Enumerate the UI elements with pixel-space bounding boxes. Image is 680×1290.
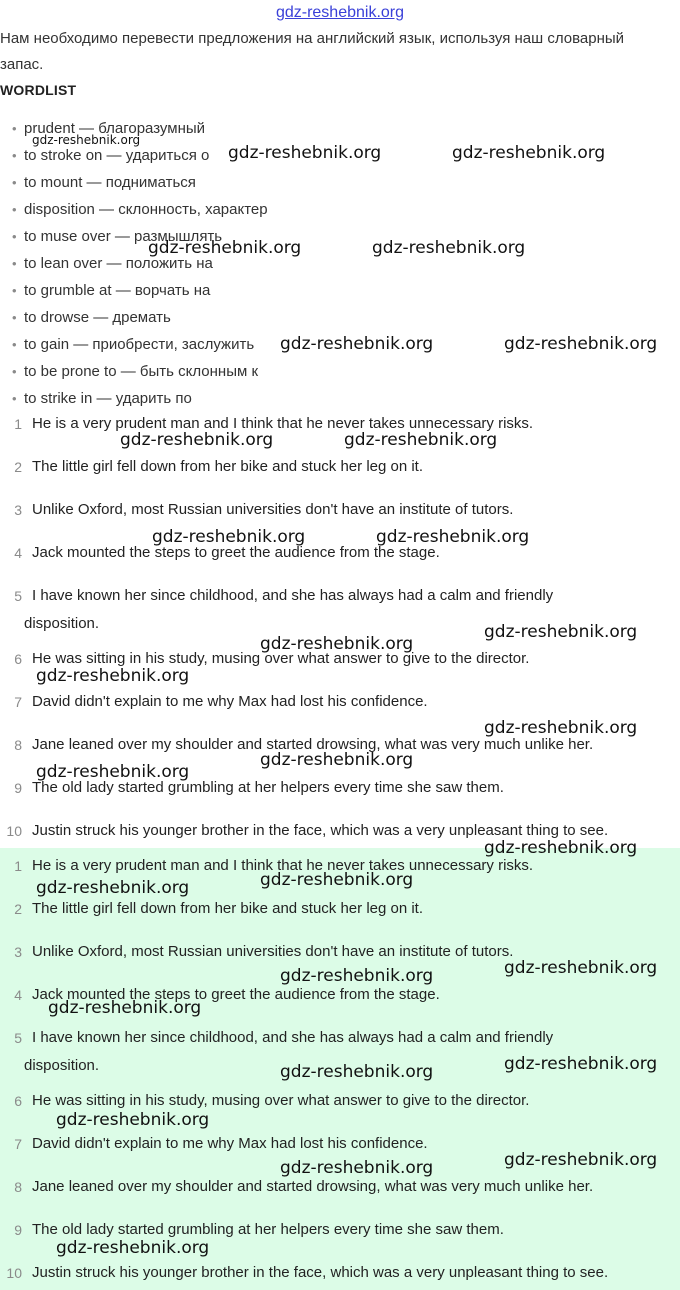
watermark: gdz-reshebnik.org [504, 334, 658, 354]
watermark: gdz-reshebnik.org [280, 966, 434, 986]
watermark: gdz-reshebnik.org [484, 622, 638, 642]
wordlist-item: • to lean over — положить на [0, 250, 680, 277]
watermark: gdz-reshebnik.org [376, 527, 530, 547]
wordlist-item: • to drowse — дремать [0, 304, 680, 331]
sentence-number: 6 [14, 1093, 22, 1109]
watermark: gdz-reshebnik.org [36, 762, 190, 782]
wordlist-item: • to gain — приобрести, заслужить [0, 331, 680, 358]
sentence-text: The old lady started grumbling at her helpers every time she saw them. [32, 1221, 504, 1238]
watermark: gdz-reshebnik.org [36, 666, 190, 686]
watermark: gdz-reshebnik.org [36, 878, 190, 898]
sentence-text: David didn't explain to me why Max had lost his confidence. [32, 693, 428, 710]
watermark: gdz-reshebnik.org [120, 430, 274, 450]
watermark: gdz-reshebnik.org [344, 430, 498, 450]
sentence-text: Unlike Oxford, most Russian universities don't have an institute of tutors. [32, 943, 514, 960]
watermark: gdz-reshebnik.org [152, 527, 306, 547]
sentence-number: 5 [14, 1030, 22, 1046]
watermark: gdz-reshebnik.org [48, 998, 202, 1018]
sentence-item [0, 410, 680, 438]
sentence-number: 10 [6, 1265, 22, 1281]
sentence-number: 7 [14, 1136, 22, 1152]
sentence-number: 4 [14, 545, 22, 561]
sentence-text: I have known her since childhood, and she has always had a calm and friendly [32, 587, 554, 604]
watermark: gdz-reshebnik.org [32, 133, 141, 147]
watermark: gdz-reshebnik.org [280, 1062, 434, 1082]
wordlist-item: • to strike in — ударить по [0, 385, 680, 412]
watermark: gdz-reshebnik.org [260, 750, 414, 770]
sentence-number: 8 [14, 1179, 22, 1195]
sentence-text: Justin struck his younger brother in the face, which was a very unpleasant thing to see. [32, 822, 609, 839]
sentence-number: 4 [14, 987, 22, 1003]
watermark: gdz-reshebnik.org [56, 1238, 210, 1258]
sentence-text: Jack mounted the steps to greet the audience from the stage. [32, 986, 440, 1003]
sentence-number: 7 [14, 694, 22, 710]
sentence-number: 2 [14, 459, 22, 475]
sentence-text: Jane leaned over my shoulder and started drowsing, what was very much unlike her. [32, 736, 594, 753]
watermark: gdz-reshebnik.org [484, 718, 638, 738]
wordlist-item: • to muse over — размышлять [0, 223, 680, 250]
sentence-item [0, 496, 680, 524]
watermark: gdz-reshebnik.org [504, 958, 658, 978]
sentence-number: 3 [14, 944, 22, 960]
sentence-item [0, 688, 680, 716]
sentence-text: The little girl fell down from her bike and stuck her leg on it. [32, 900, 424, 917]
watermark: gdz-reshebnik.org [228, 143, 382, 163]
sentence-text: The old lady started grumbling at her helpers every time she saw them. [32, 779, 504, 796]
sentence-text: I have known her since childhood, and she has always had a calm and friendly [32, 1029, 554, 1046]
watermark: gdz-reshebnik.org [280, 1158, 434, 1178]
sentence-text: Jack mounted the steps to greet the audience from the stage. [32, 544, 440, 561]
sentence-text: He was sitting in his study, musing over what answer to give to the director. [32, 650, 530, 667]
watermark: gdz-reshebnik.org [260, 634, 414, 654]
watermark: gdz-reshebnik.org [484, 838, 638, 858]
sentence-number: 1 [14, 416, 22, 432]
sentence-text: Justin struck his younger brother in the face, which was a very unpleasant thing to see. [32, 1264, 609, 1281]
sentence-number: 2 [14, 901, 22, 917]
sentence-continuation: disposition. [24, 615, 100, 632]
watermark: gdz-reshebnik.org [504, 1054, 658, 1074]
sentence-continuation: disposition. [24, 1057, 100, 1074]
sentence-number: 5 [14, 588, 22, 604]
sentence-text: The little girl fell down from her bike and stuck her leg on it. [32, 458, 424, 475]
sentence-number: 9 [14, 780, 22, 796]
sentence-number: 9 [14, 1222, 22, 1238]
wordlist-item: • to grumble at — ворчать на [0, 277, 680, 304]
watermark: gdz-reshebnik.org [260, 870, 414, 890]
sentence-text: He is a very prudent man and I think that he never takes unnecessary risks. [32, 415, 534, 432]
watermark: gdz-reshebnik.org [148, 238, 302, 258]
sentence-text: He is a very prudent man and I think that he never takes unnecessary risks. [32, 857, 534, 874]
sentence-number: 10 [6, 823, 22, 839]
watermark: gdz-reshebnik.org [504, 1150, 658, 1170]
sentence-number: 3 [14, 502, 22, 518]
watermark: gdz-reshebnik.org [280, 334, 434, 354]
site-header-link[interactable]: gdz-reshebnik.org [275, 4, 405, 21]
intro-text: Нам необходимо перевести предложения на английский язык, используя наш словарный запас. [0, 30, 625, 73]
watermark: gdz-reshebnik.org [56, 1110, 210, 1130]
answer-sentence-item [0, 895, 680, 923]
watermark: gdz-reshebnik.org [452, 143, 606, 163]
wordlist-item: • to mount — подниматься [0, 169, 680, 196]
sentence-number: 6 [14, 651, 22, 667]
sentence-item [0, 539, 680, 567]
sentence-number: 1 [14, 858, 22, 874]
wordlist-item: • prudent — благоразумный [0, 115, 680, 142]
sentence-item [0, 453, 680, 481]
wordlist-item: • to be prone to — быть склонным к [0, 358, 680, 385]
sentence-number: 8 [14, 737, 22, 753]
answer-sentence-item [0, 1259, 680, 1287]
wordlist-item: • to stroke on — удариться о [0, 142, 680, 169]
sentence-text: Jane leaned over my shoulder and started drowsing, what was very much unlike her. [32, 1178, 594, 1195]
wordlist-item: • disposition — склонность, характер [0, 196, 680, 223]
sentence-text: David didn't explain to me why Max had lost his confidence. [32, 1135, 428, 1152]
sentence-text: He was sitting in his study, musing over what answer to give to the director. [32, 1092, 530, 1109]
sentence-text: Unlike Oxford, most Russian universities don't have an institute of tutors. [32, 501, 514, 518]
watermark: gdz-reshebnik.org [372, 238, 526, 258]
wordlist-heading: WORDLIST [0, 82, 77, 98]
